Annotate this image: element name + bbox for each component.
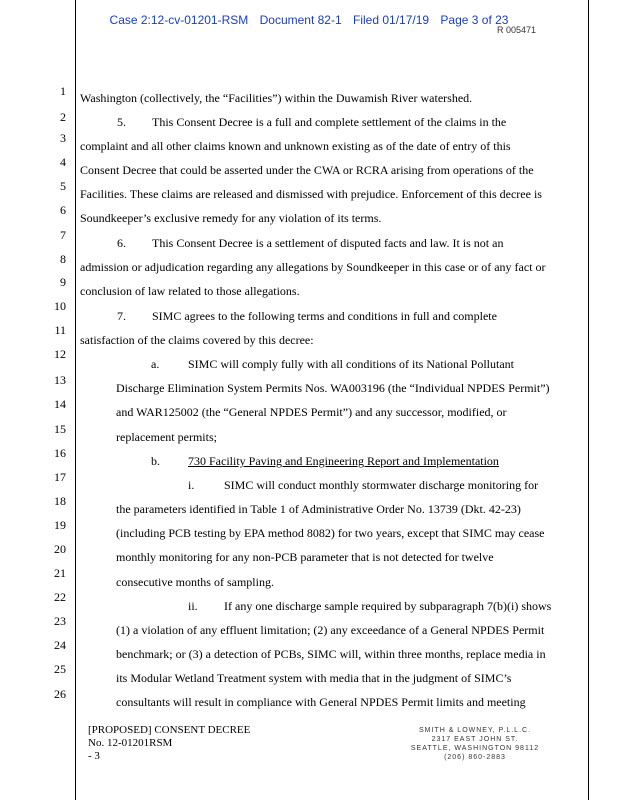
line-number: 4 — [60, 155, 66, 169]
text-line: SIMC will conduct monthly stormwater discharge monitoring for — [224, 478, 539, 492]
line-number: 8 — [60, 252, 66, 266]
line-number: 14 — [54, 397, 66, 411]
line-number: 9 — [60, 275, 66, 289]
line-number: 19 — [54, 518, 66, 532]
subparagraph-label: a. — [151, 357, 160, 371]
firm-name: SMITH & LOWNEY, P.L.L.C. — [418, 727, 532, 734]
text-line: Washington (collectively, the “Facilities”) within the Duwamish River watershed. — [80, 91, 473, 105]
text-line: (including PCB testing by EPA method 8082) for two years, except that SIMC may cease — [116, 526, 545, 540]
text-line: its Modular Wetland Treatment system with media that in the judgment of SIMC’s — [116, 671, 512, 685]
line-number: 2 — [60, 110, 66, 124]
line-number: 13 — [54, 373, 66, 387]
line-number: 24 — [54, 638, 66, 652]
text-line: conclusion of law related to those allegations. — [80, 284, 300, 298]
line-number: 12 — [54, 347, 66, 361]
subparagraph-heading: 730 Facility Paving and Engineering Report and Implementation — [188, 454, 499, 468]
firm-phone: (206) 860-2883 — [444, 754, 506, 761]
line-number: 3 — [60, 131, 66, 145]
case-number: Case 2:12-cv-01201-RSM — [109, 13, 249, 27]
text-line: complaint and all other claims known and unknown existing as of the date of entry of this — [80, 139, 511, 153]
text-line: consecutive months of sampling. — [116, 575, 274, 589]
text-line: monthly monitoring for any non-PCB parameter that is not detected for twelve — [116, 550, 494, 564]
text-line: satisfaction of the claims covered by this decree: — [80, 333, 314, 347]
text-line: Consent Decree that could be asserted under the CWA or RCRA arising from operations of the — [80, 163, 534, 177]
page-of: Page 3 of 23 — [440, 13, 509, 27]
document-number: Document 82-1 — [259, 13, 342, 27]
right-margin-rule — [588, 0, 589, 800]
line-number: 5 — [60, 179, 66, 193]
line-number: 18 — [54, 494, 66, 508]
text-line: consultants will result in compliance with General NPDES Permit limits and meeting — [116, 695, 526, 709]
text-line: SIMC agrees to the following terms and conditions in full and complete — [152, 309, 497, 323]
footer-title: [PROPOSED] CONSENT DECREE — [88, 724, 251, 736]
footer-case-number: No. 12-01201RSM — [88, 737, 173, 749]
firm-address: 2317 EAST JOHN ST. — [431, 736, 519, 743]
line-number: 25 — [54, 662, 66, 676]
text-line: If any one discharge sample required by subparagraph 7(b)(i) shows — [224, 599, 552, 613]
text-line: Discharge Elimination System Permits Nos. WA003196 (the “Individual NPDES Permit”) — [116, 381, 550, 395]
line-number: 17 — [54, 470, 66, 484]
firm-block — [370, 726, 580, 762]
text-line: This Consent Decree is a settlement of disputed facts and law. It is not an — [152, 236, 504, 250]
paragraph-number: 5. — [117, 115, 126, 129]
firm-city: SEATTLE, WASHINGTON 98112 — [410, 745, 540, 752]
text-line: the parameters identified in Table 1 of Administrative Order No. 13739 (Dkt. 42-23) — [116, 502, 521, 516]
subparagraph-label: b. — [151, 454, 160, 468]
line-number: 16 — [54, 446, 66, 460]
line-number: 6 — [60, 203, 66, 217]
text-line: and WAR125002 (the “General NPDES Permit”) and any successor, modified, or — [116, 405, 507, 419]
item-label: i. — [188, 478, 195, 492]
text-line: (1) a violation of any effluent limitation; (2) any exceedance of a General NPDES Permit — [116, 623, 545, 637]
text-line: admission or adjudication regarding any allegations by Soundkeeper in this case or of any fact or — [80, 260, 546, 274]
item-label: ii. — [188, 599, 198, 613]
line-number: 15 — [54, 422, 66, 436]
text-line: Facilities. These claims are released and dismissed with prejudice. Enforcement of this decree is — [80, 187, 542, 201]
filed-date: Filed 01/17/19 — [353, 13, 430, 27]
line-number: 20 — [54, 542, 66, 556]
text-line: replacement permits; — [116, 430, 217, 444]
text-line: Soundkeeper’s exclusive remedy for any violation of its terms. — [80, 211, 382, 225]
paragraph-number: 6. — [117, 236, 126, 250]
text-line: SIMC will comply fully with all conditions of its National Pollutant — [188, 357, 514, 371]
line-number: 10 — [54, 299, 66, 313]
footer-page-number: - 3 — [88, 750, 100, 762]
text-line: benchmark; or (3) a detection of PCBs, SIMC will, within three months, replace media in — [116, 647, 546, 661]
bates-stamp: R 005471 — [497, 25, 537, 35]
line-number: 11 — [54, 323, 66, 337]
line-number: 22 — [54, 590, 66, 604]
line-number: 23 — [54, 614, 66, 628]
line-number: 7 — [60, 228, 66, 242]
line-number: 21 — [54, 566, 66, 580]
left-margin-rule — [75, 0, 76, 800]
footer-caption — [88, 724, 250, 763]
line-number: 26 — [54, 687, 66, 701]
line-number: 1 — [60, 84, 66, 98]
paragraph-number: 7. — [117, 309, 126, 323]
text-line: This Consent Decree is a full and complete settlement of the claims in the — [152, 115, 507, 129]
